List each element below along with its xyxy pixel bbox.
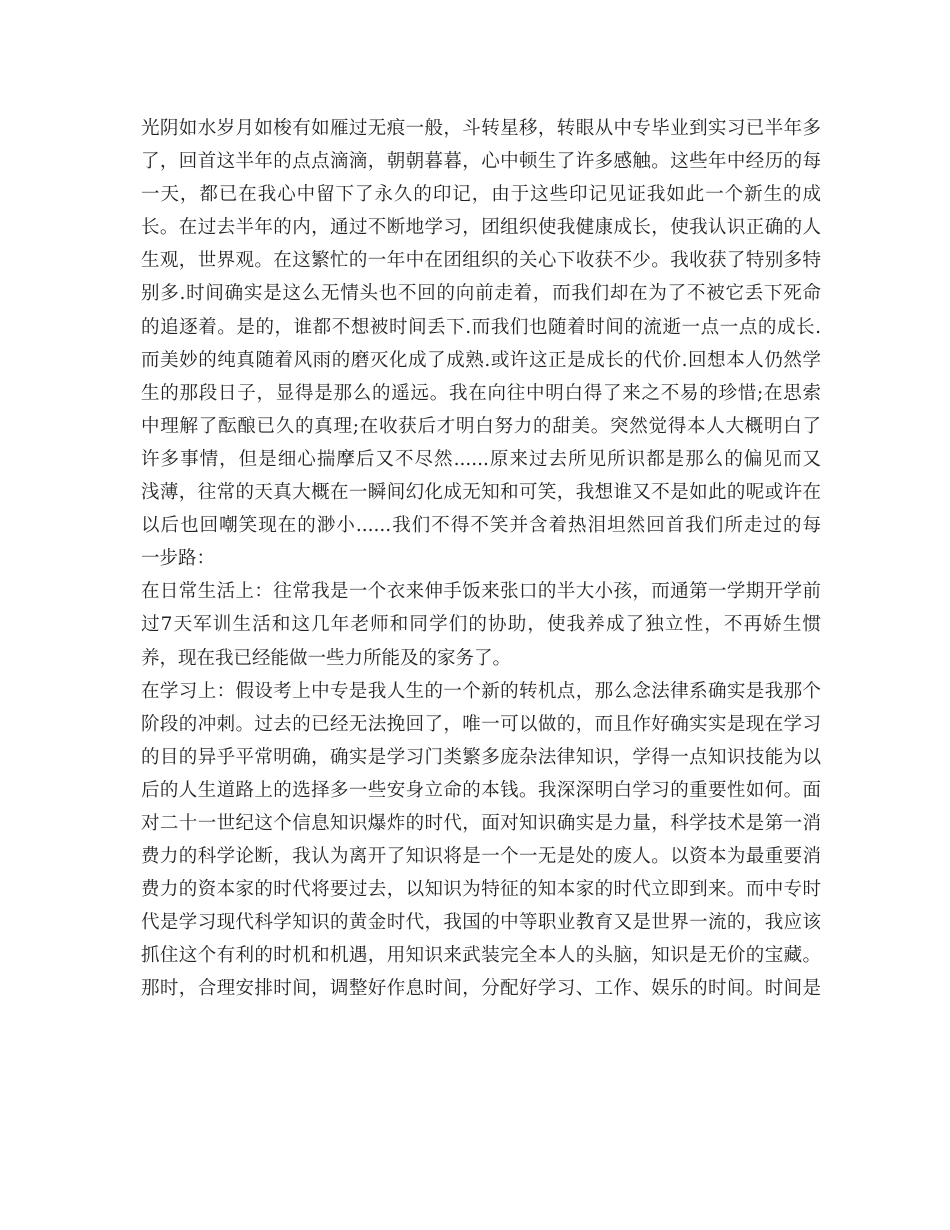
text-line: 生观，世界观。在这繁忙的一年中在团组织的关心下收获不少。我收获了特别多特 [141,250,821,272]
text-line: 以后也回嘲笑现在的渺小......我们不得不笑并含着热泪坦然回首我们所走过的每 [141,515,821,537]
text-line: 后的人生道路上的选择多一些安身立命的本钱。我深深明白学习的重要性如何。面 [141,779,821,801]
text-line: 在日常生活上：往常我是一个衣来伸手饭来张口的半大小孩，而通第一学期开学前 [141,581,821,603]
text-line: 生的那段日子，显得是那么的遥远。我在向往中明白得了来之不易的珍惜;在思索 [141,382,821,404]
text-line: 了，回首这半年的点点滴滴，朝朝暮暮，心中顿生了许多感触。这些年中经历的每 [141,151,821,173]
text-line: 一步路： [141,548,216,570]
text-line: 在学习上：假设考上中专是我人生的一个新的转机点，那么念法律系确实是我那个 [141,680,821,702]
text-line: 的追逐着。是的，谁都不想被时间丢下.而我们也随着时间的流逝一点一点的成长. [141,316,821,338]
text-line: 的目的异乎平常明确，确实是学习门类繁多庞杂法律知识，学得一点知识技能为以 [141,746,821,768]
text-line: 光阴如水岁月如梭有如雁过无痕一般，斗转星移，转眼从中专毕业到实习已半年多 [141,118,821,139]
text-line: 中理解了酝酿已久的真理;在收获后才明白努力的甜美。突然觉得本人大概明白了 [141,415,821,437]
text-line: 那时，合理安排时间，调整好作息时间，分配好学习、工作、娱乐的时间。时间是 [141,978,821,1000]
document-body [141,112,821,1006]
text-line: 别多.时间确实是这么无情头也不回的向前走着，而我们却在为了不被它丢下死命 [141,283,821,305]
text-line: 过7天军训生活和这几年老师和同学们的协助，使我养成了独立性，不再娇生惯 [141,614,821,636]
text-line: 代是学习现代科学知识的黄金时代，我国的中等职业教育又是世界一流的，我应该 [141,912,821,934]
text-line: 对二十一世纪这个信息知识爆炸的时代，面对知识确实是力量，科学技术是第一消 [141,812,821,834]
text-line: 费力的科学论断，我认为离开了知识将是一个一无是处的废人。以资本为最重要消 [141,846,821,868]
text-line: 养，现在我已经能做一些力所能及的家务了。 [141,647,512,669]
text-line: 阶段的冲刺。过去的已经无法挽回了，唯一可以做的，而且作好确实实是现在学习 [141,713,821,735]
text-line: 一天，都已在我心中留下了永久的印记，由于这些印记见证我如此一个新生的成 [141,184,821,206]
text-line: 抓住这个有利的时机和机遇，用知识来武装完全本人的头脑，知识是无价的宝藏。 [141,945,821,967]
text-line: 许多事情，但是细心揣摩后又不尽然......原来过去所见所识都是那么的偏见而又 [141,448,821,470]
text-line: 长。在过去半年的内，通过不断地学习，团组织使我健康成长，使我认识正确的人 [141,217,821,239]
text-line: 而美妙的纯真随着风雨的磨灭化成了成熟.或许这正是成长的代价.回想本人仍然学 [141,349,821,371]
text-line: 费力的资本家的时代将要过去，以知识为特征的知本家的时代立即到来。而中专时 [141,879,821,901]
text-line: 浅薄，往常的天真大概在一瞬间幻化成无知和可笑，我想谁又不是如此的呢或许在 [141,482,821,504]
